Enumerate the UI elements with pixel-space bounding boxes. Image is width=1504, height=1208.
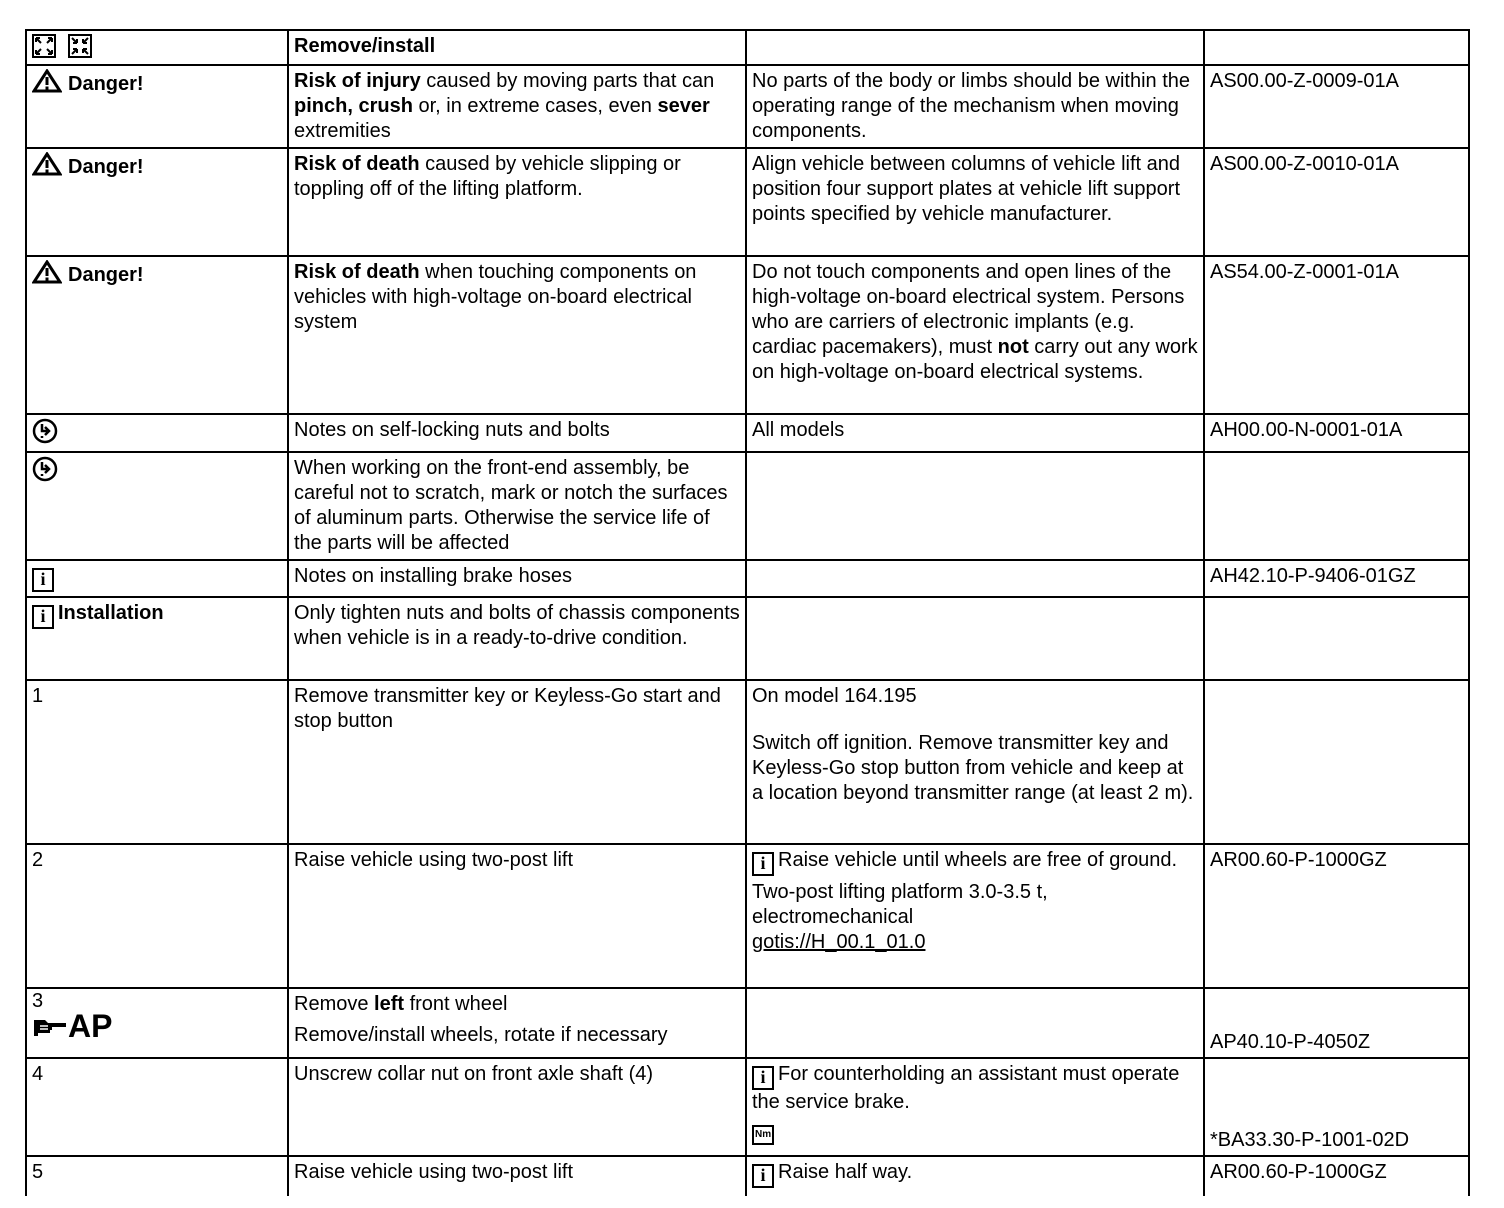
step-number: 5 — [26, 1156, 288, 1196]
header-title: Remove/install — [288, 30, 746, 65]
procedure-table — [25, 29, 1470, 1196]
danger-label: Danger! — [68, 156, 144, 178]
step-number: 2 — [26, 844, 288, 988]
step-number: 1 — [26, 680, 288, 844]
table-row: 4 Unscrew collar nut on front axle shaft (4) i For counterholding an assistant must operate the service brake. Nm *BA33.30-P-1001-02D — [26, 1058, 1469, 1156]
table-row: i Installation Only tighten nuts and bolts of chassis components when vehicle is in a ready-to-drive condition. — [26, 597, 1469, 680]
warning-icon — [32, 260, 62, 284]
info-icon: i — [752, 1066, 774, 1090]
danger-label: Danger! — [68, 264, 144, 286]
doc-reference[interactable]: AR00.60-P-1000GZ — [1204, 1156, 1469, 1196]
header-icons-cell — [26, 30, 288, 65]
doc-reference[interactable]: AP40.10-P-4050Z — [1210, 1031, 1371, 1053]
expand-icon[interactable] — [32, 34, 56, 58]
table-row: 2 Raise vehicle using two-post lift i Raise vehicle until wheels are free of ground. Two-post lifting platform 3.0-3.5 t, electromechanical gotis://H_00.1_01.0 AR00.60-P-1000GZ — [26, 844, 1469, 988]
pointing-hand-icon — [32, 1017, 68, 1039]
table-row: Danger! Risk of injury caused by moving parts that can pinch, crush or, in extreme cases, even sever extremities No parts of the body or limbs should be within the operating range of the mechanism when moving components. AS00.00-Z-0009-01A — [26, 65, 1469, 148]
table-row — [26, 30, 1469, 65]
table-row: Danger! Risk of death caused by vehicle slipping or toppling off of the lifting platform. Align vehicle between columns of vehicle lift and position four support plates at vehicle lift support points specified by vehicle manufacturer. AS00.00-Z-0010-01A — [26, 148, 1469, 256]
doc-reference[interactable]: AS00.00-Z-0009-01A — [1204, 65, 1469, 148]
info-icon: i — [32, 568, 54, 592]
table-row: 3 AP Remove left front wheel Remove/install wheels, rotate if necessary AP40.10-P-4050Z — [26, 988, 1469, 1058]
table-row: 5 Raise vehicle using two-post lift i Raise half way. AR00.60-P-1000GZ — [26, 1156, 1469, 1196]
installation-label: Installation — [58, 602, 164, 624]
note-icon — [32, 418, 58, 444]
doc-reference[interactable]: AS00.00-Z-0010-01A — [1204, 148, 1469, 256]
collapse-icon[interactable] — [68, 34, 92, 58]
table-row: Danger! Risk of death when touching components on vehicles with high-voltage on-board electrical system Do not touch components and open lines of the high-voltage on-board electrical system. Persons who are carriers of electronic implants (e.g. cardiac pacemakers), must not carry out any work on high-voltage on-board electrical systems. AS54.00-Z-0001-01A — [26, 256, 1469, 414]
gotis-link[interactable]: gotis://H_00.1_01.0 — [752, 931, 926, 953]
step-number: 4 — [26, 1058, 288, 1156]
doc-reference[interactable]: *BA33.30-P-1001-02D — [1210, 1129, 1410, 1151]
info-icon: i — [752, 1164, 774, 1188]
table-row: 1 Remove transmitter key or Keyless-Go start and stop button On model 164.195 Switch off ignition. Remove transmitter key and Keyless-Go stop button from vehicle and keep at a location beyond transmitter range (at least 2 m). — [26, 680, 1469, 844]
note-icon — [32, 456, 58, 482]
info-icon: i — [752, 852, 774, 876]
table-row: i Notes on installing brake hoses AH42.10-P-9406-01GZ — [26, 560, 1469, 597]
warning-icon — [32, 152, 62, 176]
ap-label: AP — [68, 1008, 113, 1044]
torque-icon[interactable]: Nm — [752, 1125, 774, 1145]
doc-reference[interactable]: AH42.10-P-9406-01GZ — [1204, 560, 1469, 597]
doc-reference[interactable]: AS54.00-Z-0001-01A — [1204, 256, 1469, 414]
doc-reference[interactable]: AR00.60-P-1000GZ — [1204, 844, 1469, 988]
warning-icon — [32, 69, 62, 93]
step-number: 3 — [32, 990, 44, 1012]
table-row: Notes on self-locking nuts and bolts All models AH00.00-N-0001-01A — [26, 414, 1469, 452]
danger-label: Danger! — [68, 73, 144, 95]
info-icon: i — [32, 605, 54, 629]
table-row: When working on the front-end assembly, be careful not to scratch, mark or notch the surfaces of aluminum parts. Otherwise the service life of the parts will be affected — [26, 452, 1469, 560]
doc-reference[interactable]: AH00.00-N-0001-01A — [1204, 414, 1469, 452]
